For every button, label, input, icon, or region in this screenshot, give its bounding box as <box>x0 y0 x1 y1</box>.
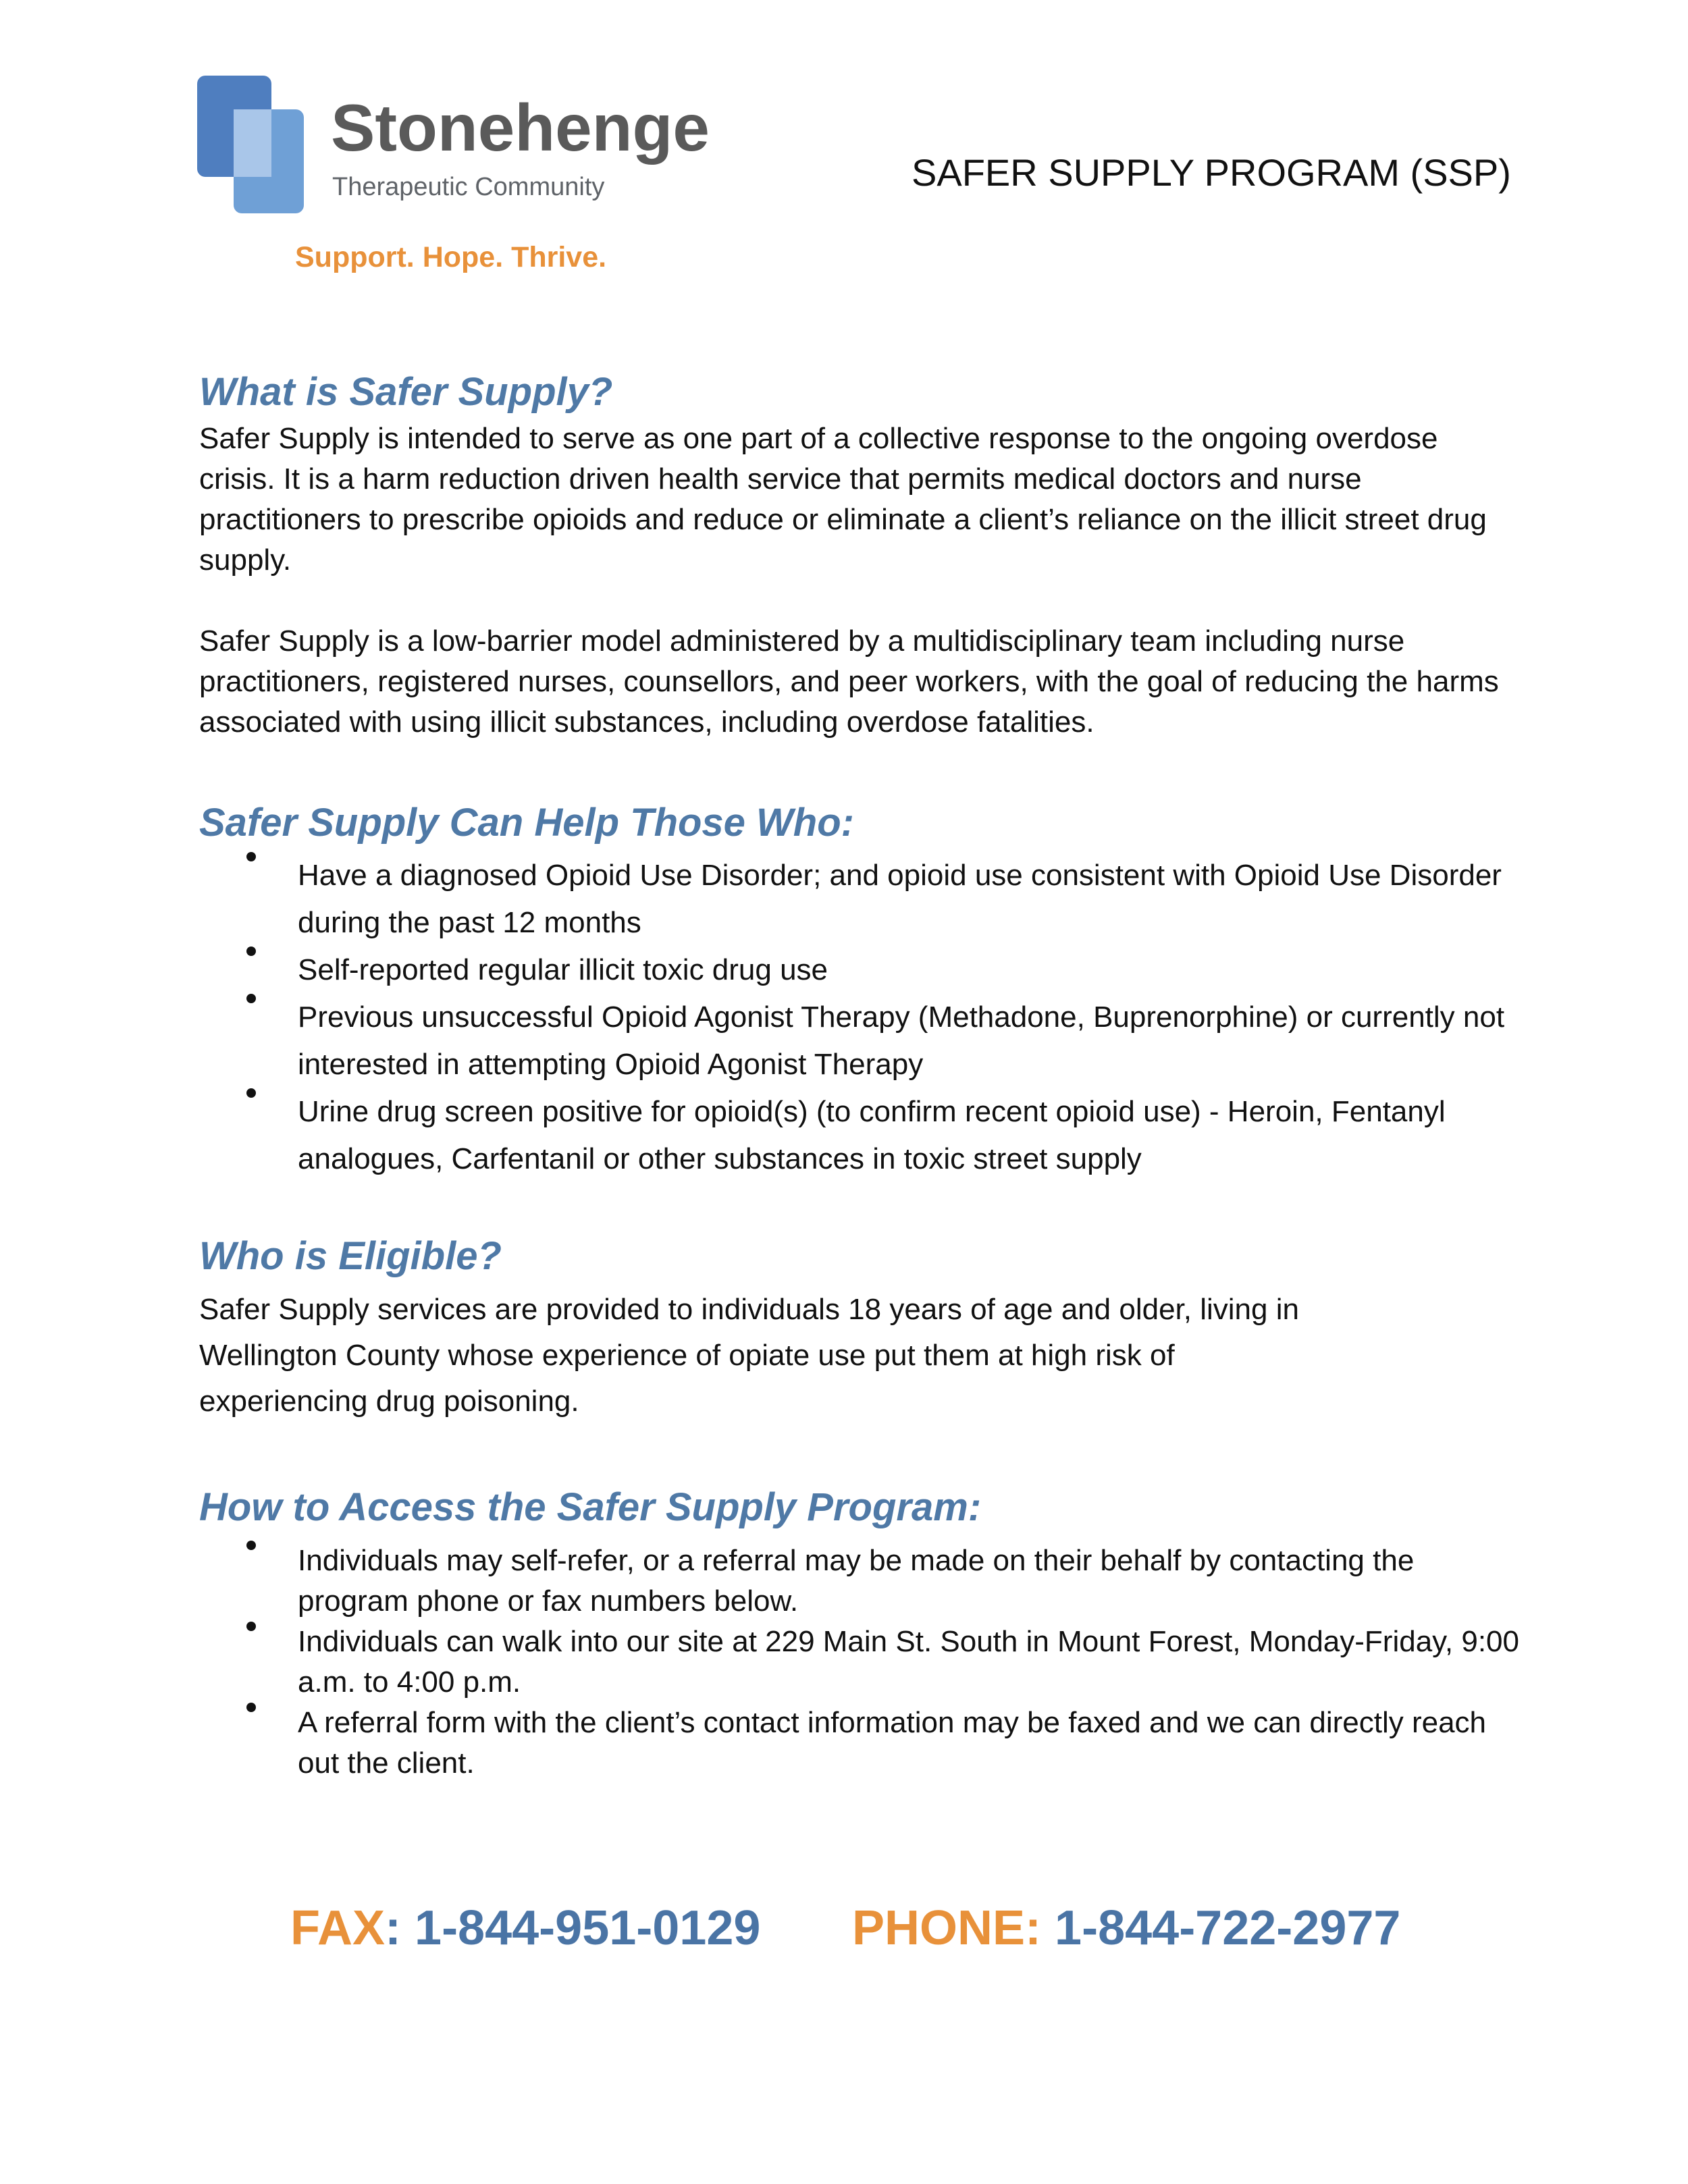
logo-subtitle: Therapeutic Community <box>332 173 605 201</box>
fax-number: 1-844-951-0129 <box>415 1901 761 1955</box>
list-item: Urine drug screen positive for opioid(s) (to confirm recent opioid use) - Heroin, Fentanyl analogues, Carfentanil or other substances in toxic street supply <box>199 1088 1523 1183</box>
bullet-icon <box>246 1088 256 1098</box>
bullet-icon <box>246 1703 256 1712</box>
list-item: Self-reported regular illicit toxic drug use <box>199 947 1523 994</box>
heading-how-to-access: How to Access the Safer Supply Program: <box>199 1485 982 1529</box>
heading-who-is-eligible: Who is Eligible? <box>199 1234 502 1278</box>
phone-number: 1-844-722-2977 <box>1055 1901 1401 1955</box>
page-title: SAFER SUPPLY PROGRAM (SSP) <box>912 151 1511 194</box>
fax-label: FAX <box>290 1901 386 1955</box>
help-list <box>199 852 1523 1183</box>
logo-icon <box>197 76 305 216</box>
list-item: Previous unsuccessful Opioid Agonist Therapy (Methadone, Buprenorphine) or currently not interested in attempting Opioid Agonist Therapy <box>199 994 1523 1088</box>
bullet-icon <box>246 1622 256 1631</box>
list-item: Individuals can walk into our site at 229 Main St. South in Mount Forest, Monday-Friday, 9:00 a.m. to 4:00 p.m. <box>199 1622 1523 1703</box>
access-list <box>199 1541 1523 1784</box>
list-item: A referral form with the client’s contact information may be faxed and we can directly reach out the client. <box>199 1703 1523 1784</box>
phone-contact <box>852 1901 1401 1955</box>
bullet-icon <box>246 852 256 861</box>
logo-name: Stonehenge <box>331 90 710 165</box>
tagline: Support. Hope. Thrive. <box>295 241 607 273</box>
paragraph-what-2: Safer Supply is a low-barrier model administered by a multidisciplinary team including nurse practitioners, registered nurses, counsellors, and peer workers, with the goal of reducing the harms associated with using illicit substances, including overdose fatalities. <box>199 624 1499 739</box>
paragraph-eligible: Safer Supply services are provided to individuals 18 years of age and older, living in Wellington County whose experience of opiate use put them at high risk of experiencing drug poisoning. <box>199 1293 1299 1418</box>
paragraph-what-1: Safer Supply is intended to serve as one part of a collective response to the ongoing overdose crisis. It is a harm reduction driven health service that permits medical doctors and nurse practitioners to prescribe opioids and reduce or eliminate a client’s reliance on the illicit street drug supply. <box>199 422 1487 577</box>
phone-label: PHONE: <box>852 1901 1042 1955</box>
heading-can-help: Safer Supply Can Help Those Who: <box>199 801 854 845</box>
list-item: Individuals may self-refer, or a referral may be made on their behalf by contacting the program phone or fax numbers below. <box>199 1541 1523 1622</box>
bullet-icon <box>246 1541 256 1550</box>
fax-separator: : <box>385 1901 402 1955</box>
bullet-icon <box>246 994 256 1003</box>
bullet-icon <box>246 947 256 956</box>
fax-contact <box>290 1901 761 1955</box>
heading-what-is-safer-supply: What is Safer Supply? <box>199 370 613 414</box>
list-item: Have a diagnosed Opioid Use Disorder; and opioid use consistent with Opioid Use Disorder during the past 12 months <box>199 852 1523 947</box>
